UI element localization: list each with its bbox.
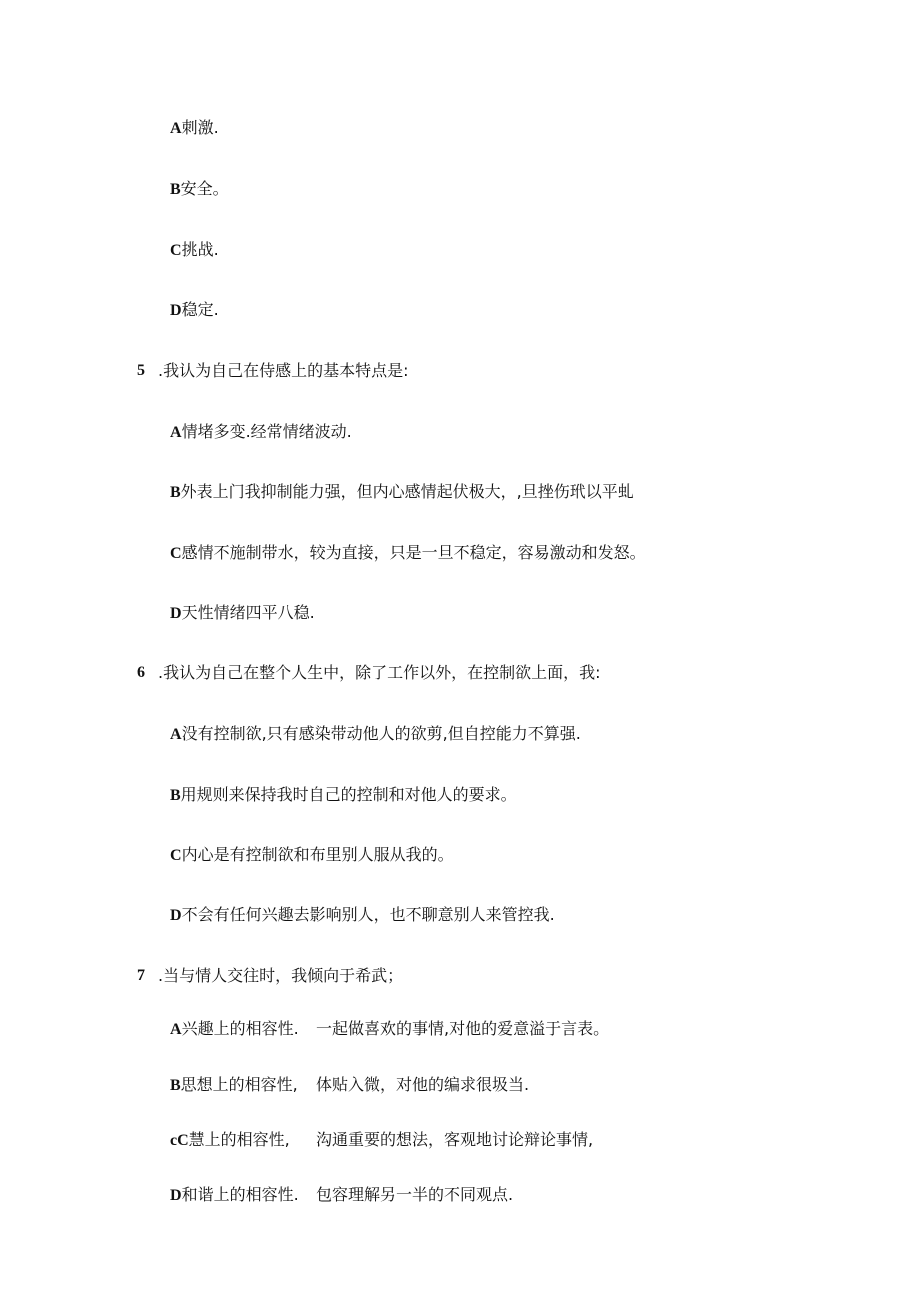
option-letter: D [170, 605, 182, 622]
question-text: .我认为自己在侍感上的基本特点是: [158, 361, 409, 380]
option-letter: B [170, 787, 181, 804]
q7-option-a-detail: 一起做喜欢的事情,对他的爱意溢于言表。 [316, 1019, 610, 1038]
option-letter: A [170, 120, 182, 137]
q7-option-c-detail: 沟通重要的想法，客观地讨论辩论事情, [316, 1130, 594, 1149]
option-text: 稳定. [181, 300, 219, 319]
option-letter: A [170, 424, 182, 441]
question-number: 5 [137, 362, 145, 379]
option-letter: cC [170, 1132, 189, 1149]
option-text: 兴趣上的相容性. [181, 1019, 299, 1038]
question-text: .当与情人交往时，我倾向于希武； [158, 966, 404, 985]
q4-option-b [170, 179, 229, 200]
q5-option-b [170, 482, 634, 503]
q5-option-a [170, 422, 352, 443]
question-number: 7 [137, 967, 145, 984]
option-text: 挑战. [181, 240, 219, 259]
option-text: 情堵多变.经常情绪波动. [181, 422, 352, 441]
option-letter: D [170, 302, 182, 319]
option-text: 内心是有控制欲和布里别人服从我的。 [181, 845, 454, 864]
option-letter: D [170, 907, 182, 924]
option-letter: A [170, 1021, 182, 1038]
q5-option-d [170, 603, 315, 624]
option-letter: B [170, 484, 181, 501]
option-text: 用规则来保持我时自己的控制和对他人的要求。 [180, 785, 517, 804]
q7-option-b [170, 1075, 298, 1096]
option-letter: B [170, 181, 181, 198]
option-text: 外表上门我抑制能力强，但内心感情起伏极大，,旦挫伤玳以平虬 [180, 482, 634, 501]
q6-option-b [170, 785, 517, 806]
option-letter: B [170, 1077, 181, 1094]
q5-option-c [170, 543, 646, 564]
option-letter: D [170, 1187, 182, 1204]
option-letter: C [170, 847, 182, 864]
option-text: 感情不施制带水，较为直接，只是一旦不稳定，容易激动和发怒。 [181, 543, 646, 562]
q6-option-c [170, 845, 454, 866]
option-text: 没有控制欲,只有感染带动他人的欲剪,但自控能力不算强. [181, 724, 581, 743]
option-text: 不会有任何兴趣去影响别人，也不聊意别人来管控我. [181, 905, 555, 924]
q4-option-d [170, 300, 219, 321]
option-letter: A [170, 726, 182, 743]
option-text: 天性情绪四平八稳. [181, 603, 315, 622]
q7-option-d [170, 1185, 299, 1206]
option-text: 慧上的相容性, [188, 1130, 290, 1149]
q6-option-a [170, 724, 581, 745]
question-text: .我认为自己在整个人生中，除了工作以外，在控制欲上面，我: [158, 663, 601, 682]
q7-option-b-detail: 体贴入微，对他的编求很圾当. [316, 1075, 530, 1094]
option-text: 刺激. [181, 118, 219, 137]
q7-option-d-detail: 包容理解另一半的不同观点. [316, 1185, 514, 1204]
q6-option-d [170, 905, 555, 926]
q4-option-c [170, 240, 219, 261]
option-letter: C [170, 242, 182, 259]
option-text: 安全。 [180, 179, 229, 198]
q7-option-a [170, 1019, 299, 1040]
option-text: 和谐上的相容性. [181, 1185, 299, 1204]
option-letter: C [170, 545, 182, 562]
question-number: 6 [137, 664, 145, 681]
option-text: 思想上的相容性, [180, 1075, 298, 1094]
q7-option-c [170, 1130, 290, 1151]
q4-option-a [170, 118, 219, 139]
